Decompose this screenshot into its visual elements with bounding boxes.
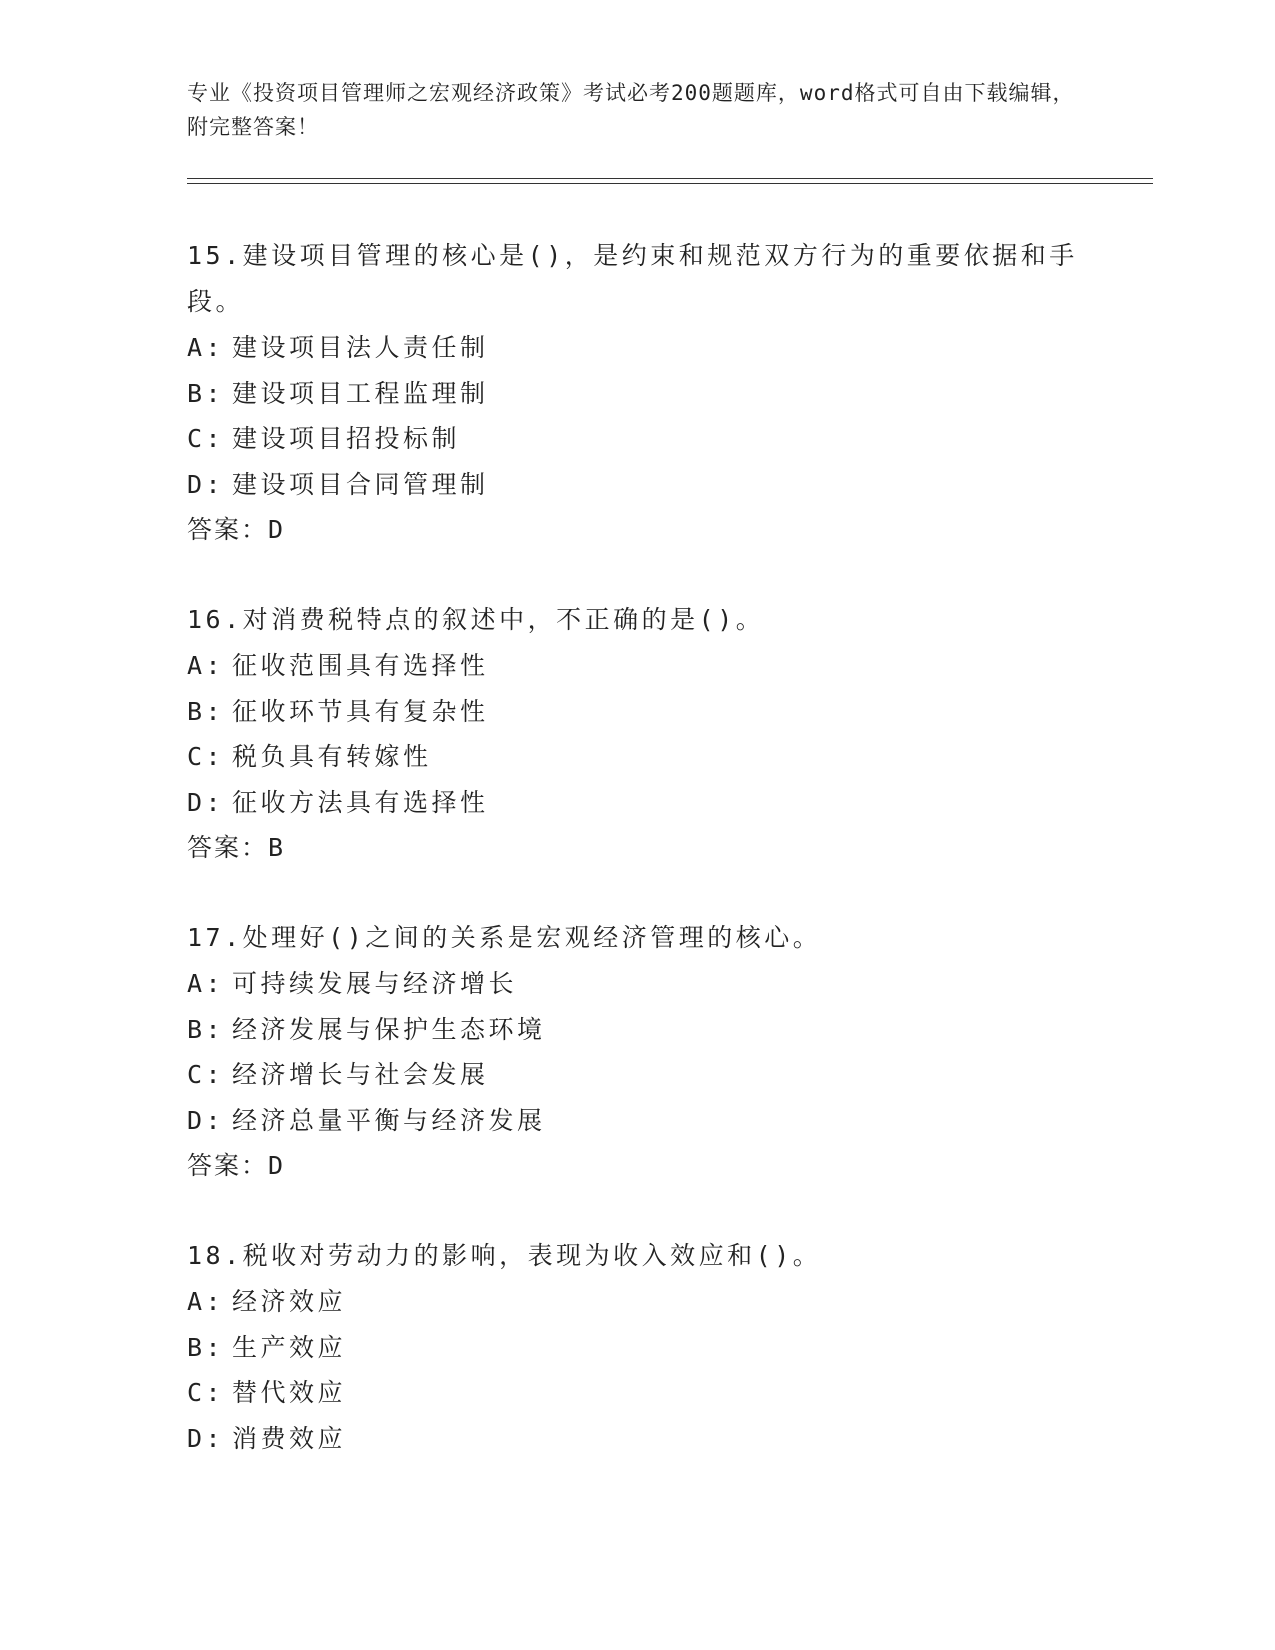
option-text: 可持续发展与经济增长	[232, 969, 518, 998]
option-text: 建设项目招投标制	[232, 424, 461, 453]
option-key: D:	[187, 787, 225, 817]
option-key: D:	[187, 1105, 225, 1135]
option-a	[187, 325, 1087, 371]
option-a	[187, 961, 1087, 1007]
option-key: B:	[187, 696, 225, 726]
answer-label: 答案：	[187, 1151, 269, 1180]
option-text: 经济发展与保护生态环境	[232, 1014, 546, 1044]
option-text: 消费效应	[232, 1423, 347, 1453]
option-text: 税负具有转嫁性	[232, 742, 432, 771]
question-15	[187, 233, 1087, 553]
option-text: 征收范围具有选择性	[232, 651, 489, 680]
option-text: 经济总量平衡与经济发展	[232, 1105, 546, 1135]
answer-label: 答案：	[187, 833, 269, 862]
option-key: C:	[187, 742, 225, 771]
option-text: 生产效应	[232, 1332, 347, 1362]
option-key: C:	[187, 424, 225, 453]
answer-value: B	[268, 833, 286, 862]
option-c	[187, 734, 1087, 780]
option-key: B:	[187, 1014, 225, 1044]
option-key: B:	[187, 378, 225, 408]
option-a	[187, 643, 1087, 689]
question-stem: 16.对消费税特点的叙述中，不正确的是()。	[187, 605, 765, 634]
option-text: 建设项目法人责任制	[232, 333, 489, 362]
option-b	[187, 1007, 1087, 1053]
option-d	[187, 780, 1087, 826]
option-text: 征收环节具有复杂性	[232, 696, 489, 726]
option-key: D:	[187, 1423, 225, 1453]
header-divider-bottom	[187, 183, 1153, 184]
answer-value: D	[268, 1151, 286, 1180]
option-key: B:	[187, 1332, 225, 1362]
option-b	[187, 371, 1087, 417]
option-text: 经济增长与社会发展	[232, 1060, 489, 1089]
option-key: C:	[187, 1060, 225, 1089]
option-key: A:	[187, 969, 225, 998]
option-text: 建设项目工程监理制	[232, 378, 489, 408]
answer-value: D	[268, 515, 286, 544]
option-text: 经济效应	[232, 1287, 347, 1316]
document-header: 专业《投资项目管理师之宏观经济政策》考试必考200题题库，word格式可自由下载编辑，附完整答案！	[187, 81, 1075, 139]
question-list	[187, 233, 1087, 1505]
option-c	[187, 416, 1087, 462]
option-b	[187, 1325, 1087, 1371]
option-text: 替代效应	[232, 1378, 347, 1407]
option-d	[187, 462, 1087, 508]
option-a	[187, 1279, 1087, 1325]
answer-line	[187, 825, 1087, 871]
option-c	[187, 1370, 1087, 1416]
option-d	[187, 1098, 1087, 1144]
option-text: 建设项目合同管理制	[232, 469, 489, 499]
question-17	[187, 915, 1087, 1189]
question-stem: 18.税收对劳动力的影响，表现为收入效应和()。	[187, 1241, 822, 1270]
answer-line	[187, 1143, 1087, 1189]
option-text: 征收方法具有选择性	[232, 787, 489, 817]
header-divider-top	[187, 178, 1153, 179]
question-16	[187, 597, 1087, 871]
question-stem: 15.建设项目管理的核心是()，是约束和规范双方行为的重要依据和手段。	[187, 241, 1078, 316]
question-stem: 17.处理好()之间的关系是宏观经济管理的核心。	[187, 923, 822, 952]
question-18	[187, 1233, 1087, 1461]
answer-label: 答案：	[187, 515, 269, 544]
answer-line	[187, 507, 1087, 553]
option-d	[187, 1416, 1087, 1462]
option-c	[187, 1052, 1087, 1098]
option-key: D:	[187, 469, 225, 499]
option-key: C:	[187, 1378, 225, 1407]
option-key: A:	[187, 1287, 225, 1316]
option-b	[187, 689, 1087, 735]
option-key: A:	[187, 333, 225, 362]
option-key: A:	[187, 651, 225, 680]
